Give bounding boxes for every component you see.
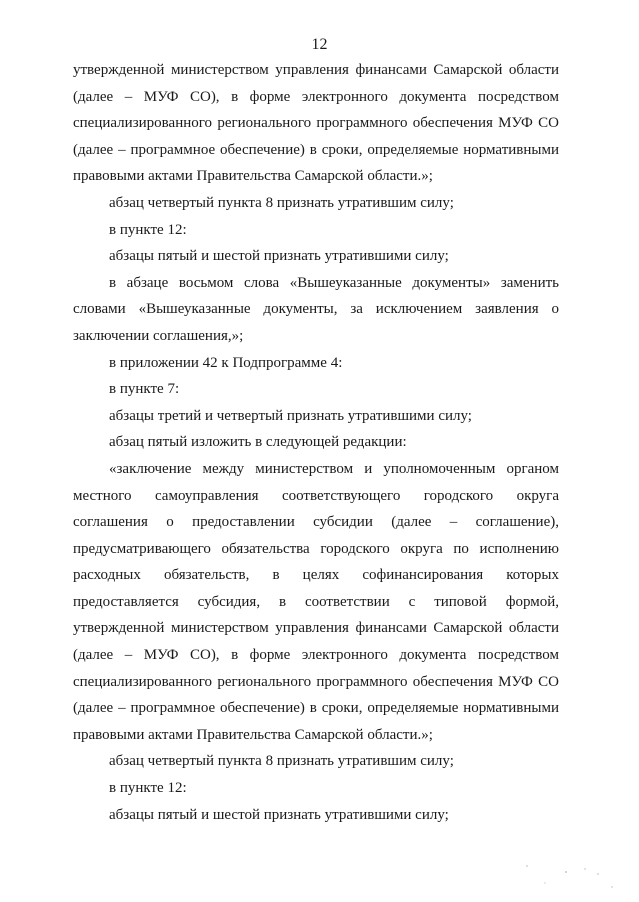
text-line: утвержденной министерством управления финансами Самарской области xyxy=(73,62,559,78)
text-line: абзац четвертый пункта 8 признать утратившим силу; xyxy=(109,753,454,770)
text-line: предусматривающего обязательства городского округа по исполнению xyxy=(73,540,559,557)
text-line: предоставляется субсидия, в соответствии с типовой формой, xyxy=(73,593,559,610)
text-line: (далее – программное обеспечение) в сроки, определяемые нормативными xyxy=(73,700,559,717)
text-line: местного самоуправления соответствующего городского округа xyxy=(73,487,559,504)
text-line: соглашения о предоставлении субсидии (далее – соглашение), xyxy=(73,514,559,531)
text-line: абзацы пятый и шестой признать утратившими силу; xyxy=(109,806,449,823)
text-line: правовыми актами Правительства Самарской области.»; xyxy=(73,168,433,185)
text-line: правовыми актами Правительства Самарской области.»; xyxy=(73,726,433,743)
text-line: абзацы третий и четвертый признать утратившими силу; xyxy=(109,407,472,424)
text-line: в приложении 42 к Подпрограмме 4: xyxy=(109,354,343,371)
page-number: 12 xyxy=(311,36,328,53)
text-line: в абзаце восьмом слова «Вышеуказанные документы» заменить xyxy=(109,274,559,291)
text-line: специализированного регионального программного обеспечения МУФ СО xyxy=(73,115,559,132)
text-line: утвержденной министерством управления финансами Самарской области xyxy=(73,620,559,637)
text-line: в пункте 7: xyxy=(109,381,180,398)
text-line: в пункте 12: xyxy=(109,221,187,238)
text-line: в пункте 12: xyxy=(109,780,187,797)
document-body xyxy=(73,57,559,828)
text-line: специализированного регионального программного обеспечения МУФ СО xyxy=(73,673,559,690)
text-line: (далее – МУФ СО), в форме электронного документа посредством xyxy=(73,88,559,105)
text-line: абзацы пятый и шестой признать утратившими силу; xyxy=(109,248,449,265)
text-line: заключении соглашения,»; xyxy=(73,327,244,344)
text-line: словами «Вышеуказанные документы, за исключением заявления о xyxy=(73,301,559,318)
text-line: абзац пятый изложить в следующей редакции: xyxy=(109,434,407,451)
text-line: расходных обязательств, в целях софинансирования которых xyxy=(73,567,559,584)
text-line: абзац четвертый пункта 8 признать утратившим силу; xyxy=(109,194,454,211)
text-line: (далее – программное обеспечение) в сроки, определяемые нормативными xyxy=(73,141,559,158)
text-line: (далее – МУФ СО), в форме электронного документа посредством xyxy=(73,647,559,664)
text-line: «заключение между министерством и уполномоченным органом xyxy=(109,460,559,477)
